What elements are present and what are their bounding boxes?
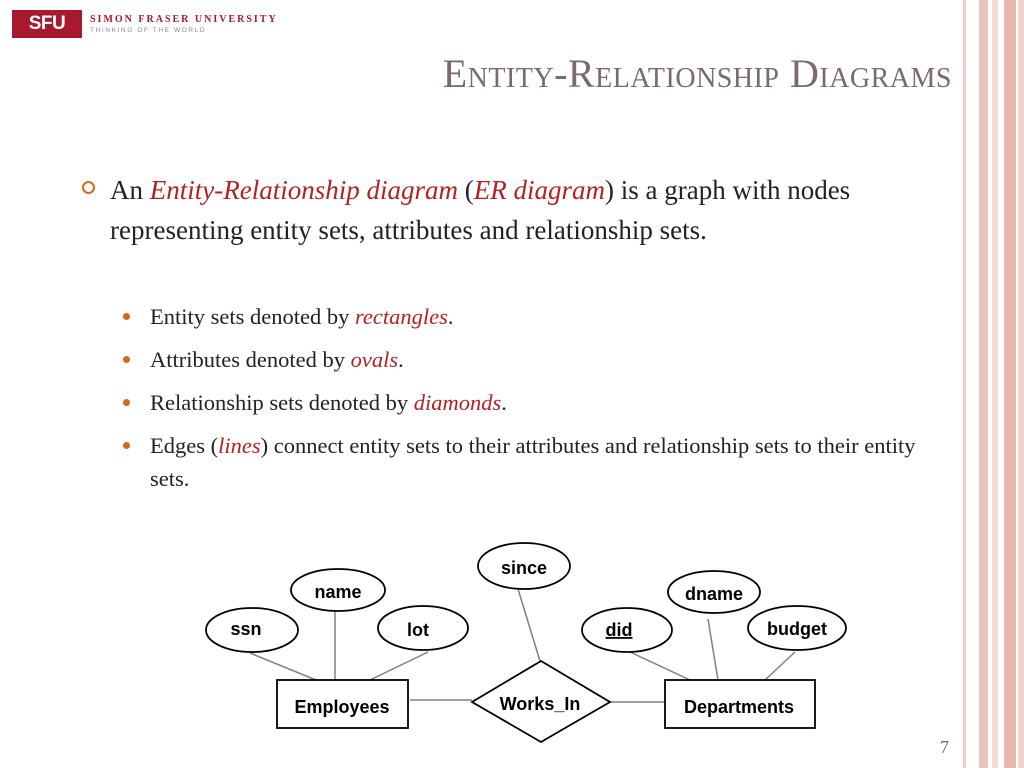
term-er-diagram: ER diagram	[473, 175, 605, 205]
main-bullet-text: An Entity-Relationship diagram (ER diagram) is a graph with nodes representing entity sets, attributes and relationship sets.	[110, 175, 851, 245]
entity-departments-label: Departments	[683, 697, 795, 717]
attr-dname-label: dname	[684, 584, 744, 604]
edge-did-departments	[630, 652, 690, 680]
term-er-diagram-full: Entity-Relationship diagram	[149, 175, 458, 205]
edge-ssn-employees	[250, 653, 316, 680]
sub-bullet: Entity sets denoted by rectangles.	[150, 300, 950, 333]
university-name: SIMON FRASER UNIVERSITY	[90, 14, 278, 25]
edge-budget-departments	[765, 652, 795, 680]
sub-bullet: Relationship sets denoted by diamonds.	[150, 386, 950, 419]
attr-budget-label: budget	[767, 619, 827, 639]
attr-did-key-label: did	[605, 620, 633, 640]
attr-since-label: since	[500, 558, 548, 578]
slide-title: Entity-Relationship Diagrams	[442, 51, 952, 96]
edge-lot-employees	[370, 652, 428, 680]
sub-bullet: Edges (lines) connect entity sets to their attributes and relationship sets to their entity sets.	[150, 429, 950, 495]
page-number: 7	[940, 737, 949, 757]
attr-ssn-label: ssn	[230, 619, 262, 639]
sfu-logo: SFU	[12, 10, 82, 38]
relationship-works-in-label: Works_In	[499, 694, 581, 714]
edge-since-worksin	[518, 589, 540, 661]
attr-name-label: name	[314, 582, 362, 602]
entity-employees-label: Employees	[294, 697, 390, 717]
edge-dname-departments	[708, 619, 718, 680]
sub-bullet: Attributes denoted by ovals.	[150, 343, 950, 376]
attr-lot-label: lot	[407, 620, 429, 640]
university-tagline: THINKING OF THE WORLD	[90, 27, 207, 34]
